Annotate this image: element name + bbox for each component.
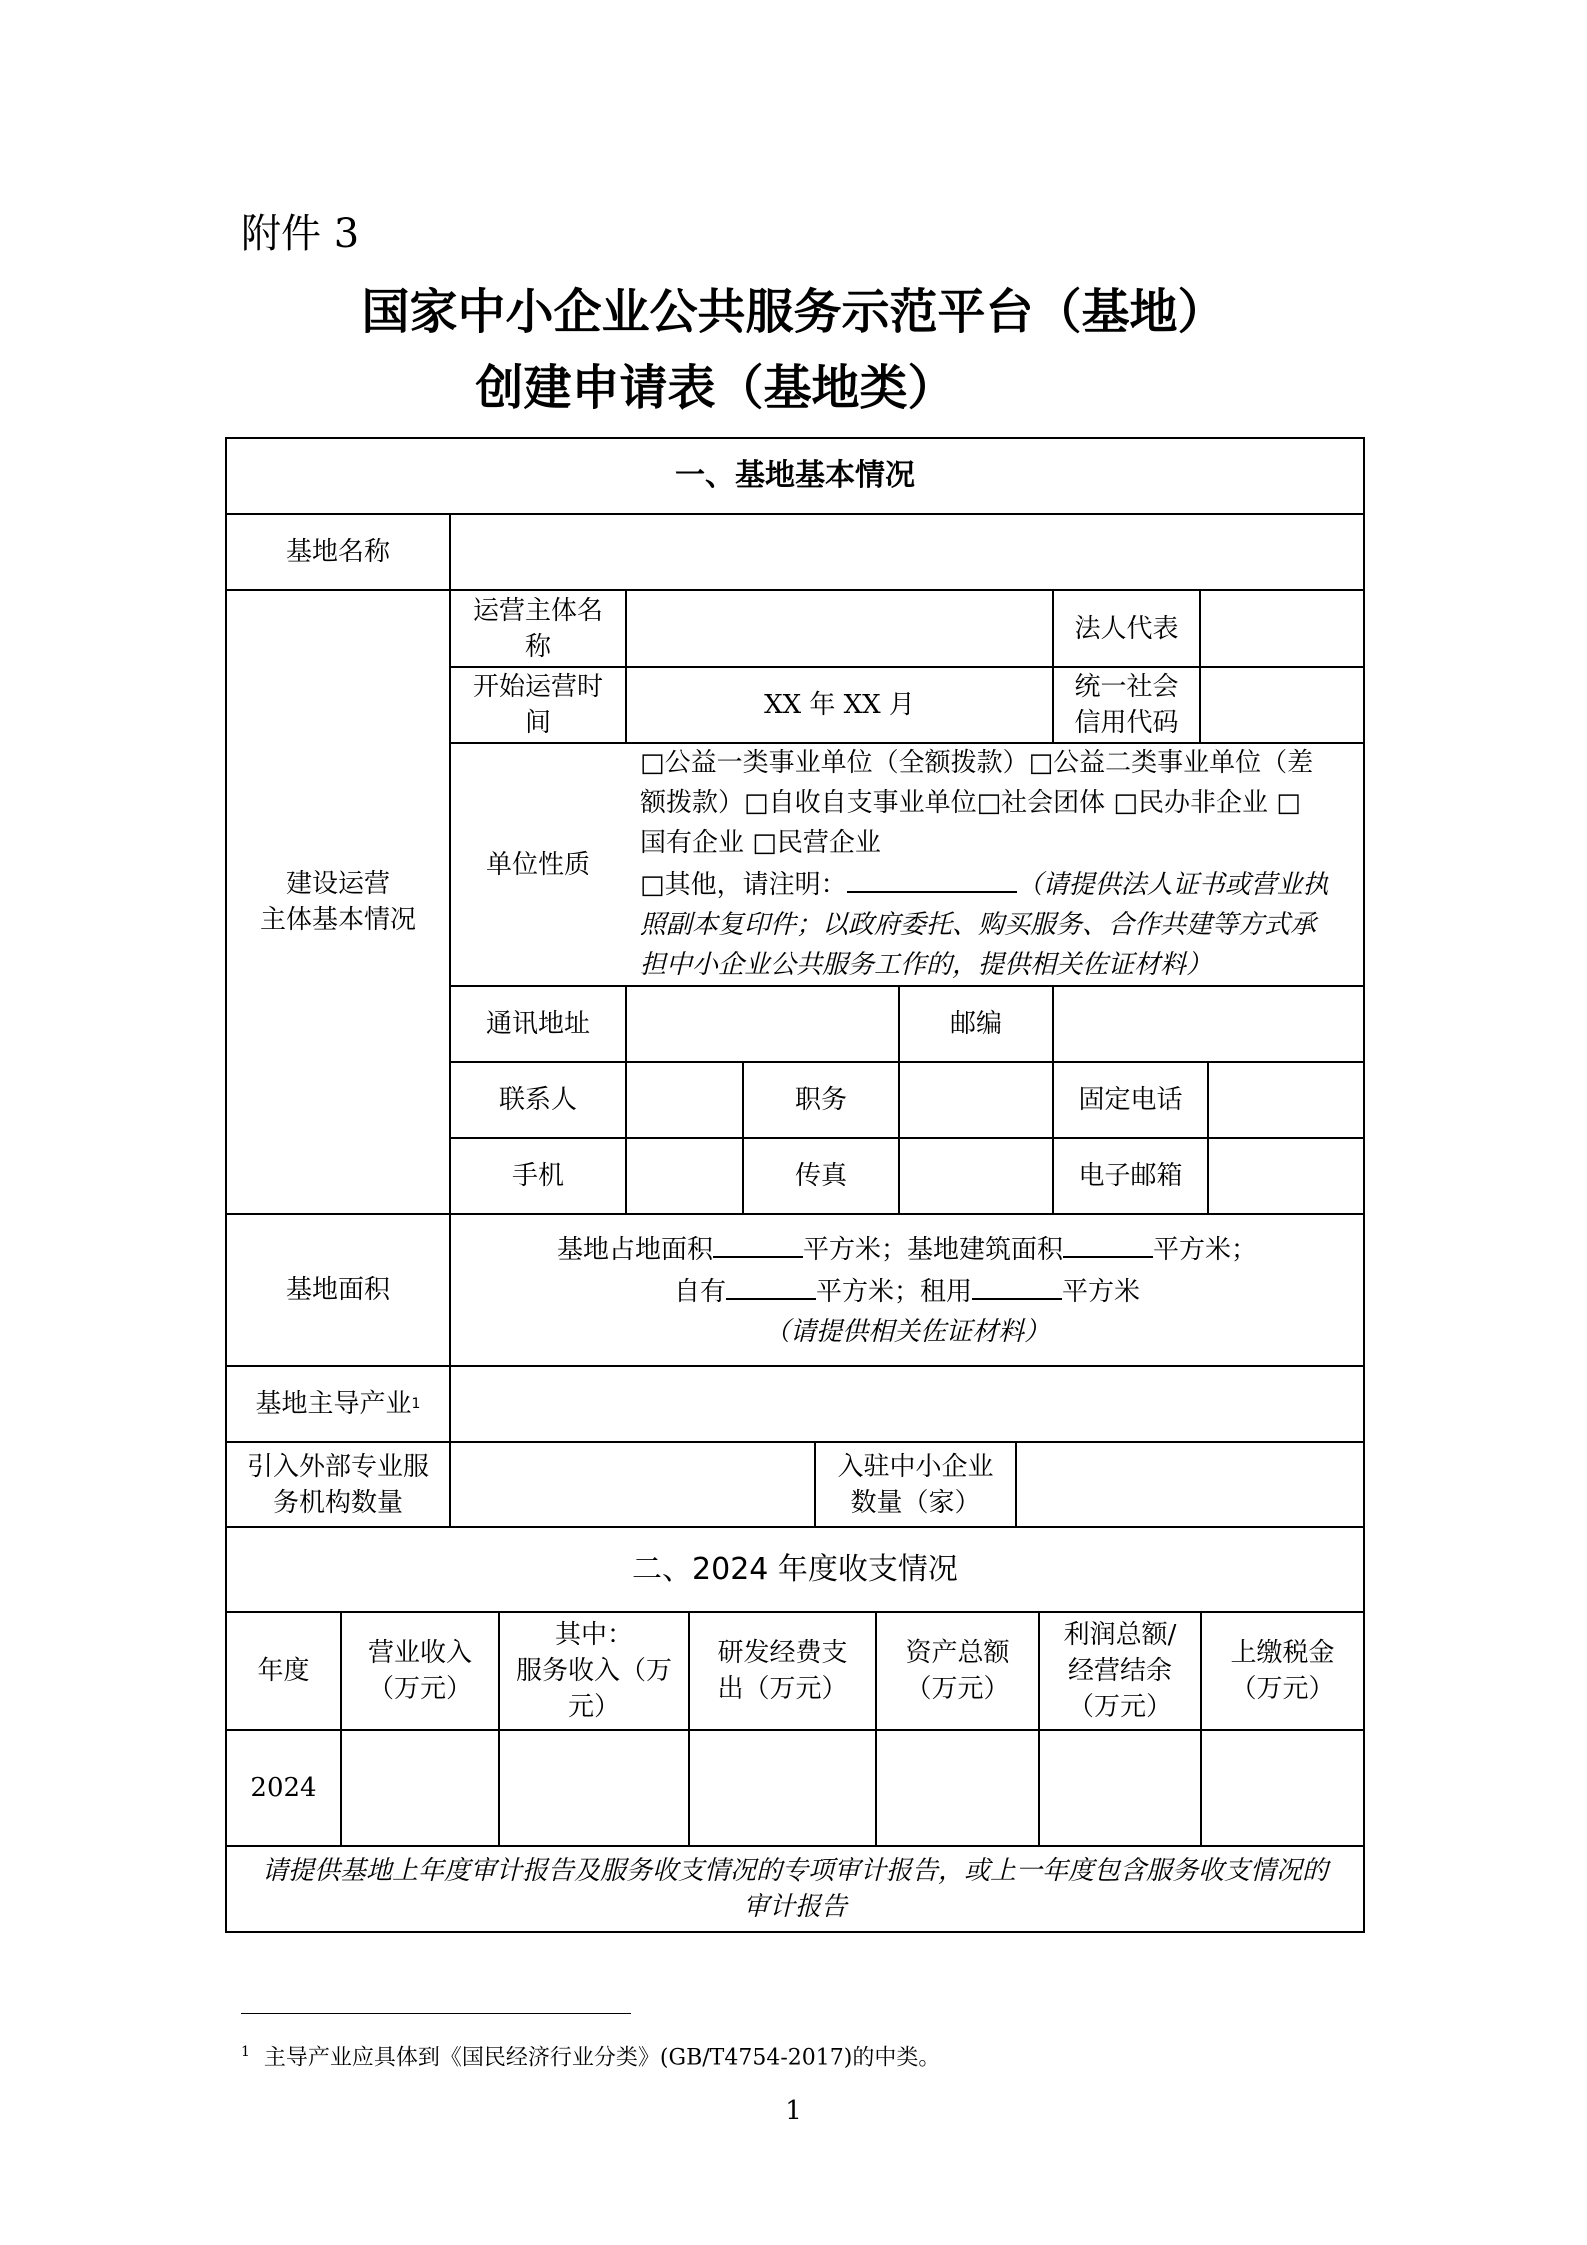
legal-rep-field[interactable] [1201, 591, 1363, 666]
col-header-line2: 服务收入（万 [515, 1656, 672, 1686]
mobile-label: 手机 [511, 1161, 564, 1191]
industry-label: 基地主导产业 [255, 1389, 412, 1419]
col-header-line1: 上缴税金 [1230, 1638, 1335, 1668]
address-label: 通讯地址 [485, 1009, 590, 1039]
col-header-line1: 其中： [554, 1620, 633, 1650]
area-rent-input[interactable] [972, 1270, 1062, 1300]
col-header-line2: 出（万元） [717, 1674, 848, 1704]
col-header-line2: 经营结余 [1067, 1656, 1172, 1686]
col-service-revenue-header [500, 1613, 688, 1729]
unit-nature-other-input[interactable] [847, 863, 1017, 893]
fax-field[interactable] [900, 1139, 1052, 1213]
position-field[interactable] [900, 1063, 1052, 1137]
credit-code-label-line2: 信用代码 [1074, 708, 1179, 738]
settled-sme-field[interactable] [1017, 1443, 1363, 1526]
year-value: 2024 [250, 1773, 317, 1803]
footnote-text: 主导产业应具体到《国民经济行业分类》(GB/T4754-2017)的中类。 [263, 2045, 941, 2071]
unit-nature-options [640, 743, 1365, 985]
settled-sme-label [816, 1443, 1015, 1526]
section2-note-line2: 审计报告 [742, 1892, 847, 1922]
col-header-line3: （万元） [1067, 1692, 1172, 1722]
operator-group-label-line1: 建设运营 [285, 869, 390, 899]
col-assets-header [877, 1613, 1038, 1729]
start-time-label [451, 668, 625, 742]
col-header-line1: 资产总额 [905, 1638, 1010, 1668]
page-number: 1 [785, 2096, 802, 2126]
start-time-label-line2: 间 [524, 708, 551, 738]
unit-nature-note-line1: （请提供法人证书或营业执 [1016, 870, 1329, 900]
area-build-unit: 平方米； [1153, 1235, 1258, 1265]
area-own-input[interactable] [726, 1270, 816, 1300]
section2-note [227, 1847, 1363, 1931]
area-rent-unit: 平方米 [1062, 1277, 1141, 1307]
section2-heading: 二、2024 年度收支情况 [632, 1551, 958, 1587]
postcode-label: 邮编 [949, 1009, 1002, 1039]
unit-nature-options-line1[interactable]: □公益一类事业单位（全额拨款）□公益二类事业单位（差 [640, 748, 1314, 778]
external-orgs-field[interactable] [451, 1443, 814, 1526]
operator-group-label-line2: 主体基本情况 [259, 905, 416, 935]
industry-label-cell [227, 1367, 449, 1441]
external-orgs-label-line2: 务机构数量 [272, 1487, 403, 1518]
profit-field[interactable] [1040, 1731, 1200, 1845]
col-header-line1: 研发经费支 [717, 1638, 848, 1668]
operator-group-label [227, 591, 449, 1213]
unit-nature-note-line3: 担中小企业公共服务工作的，提供相关佐证材料） [640, 950, 1213, 980]
col-tax-header [1202, 1613, 1363, 1729]
landline-label: 固定电话 [1078, 1085, 1183, 1115]
area-line2 [674, 1270, 1140, 1312]
position-label: 职务 [794, 1085, 847, 1115]
email-field[interactable] [1209, 1139, 1363, 1213]
section2-note-line1: 请提供基地上年度审计报告及服务收支情况的专项审计报告，或上一年度包含服务收支情况的 [261, 1856, 1328, 1886]
settled-sme-label-line2: 数量（家） [850, 1487, 981, 1518]
col-profit-header [1040, 1613, 1200, 1729]
area-label: 基地面积 [285, 1275, 390, 1305]
revenue-field[interactable] [342, 1731, 498, 1845]
unit-nature-options-line2[interactable]: 额拨款）□自收自支事业单位□社会团体 □民办非企业 □ [640, 788, 1301, 818]
col-header-line2: （万元） [367, 1674, 472, 1704]
col-header-line2: （万元） [905, 1674, 1010, 1704]
area-own-unit: 平方米；租用 [815, 1277, 972, 1307]
unit-nature-other-prefix[interactable]: □其他，请注明： [640, 870, 847, 900]
credit-code-label-line1: 统一社会 [1074, 672, 1179, 702]
section1-heading: 一、基地基本情况 [675, 458, 915, 493]
area-land-prefix: 基地占地面积 [556, 1235, 713, 1265]
col-rd-header [690, 1613, 875, 1729]
tax-field[interactable] [1202, 1731, 1363, 1845]
base-name-label: 基地名称 [285, 537, 390, 567]
base-name-field[interactable] [451, 515, 1363, 589]
col-revenue-header [342, 1613, 498, 1729]
col-year-header [227, 1613, 340, 1729]
unit-nature-other [640, 863, 1365, 905]
external-orgs-label [227, 1443, 449, 1526]
email-label: 电子邮箱 [1078, 1161, 1183, 1191]
area-build-input[interactable] [1063, 1228, 1153, 1258]
col-header-line3: 元） [567, 1692, 620, 1722]
area-content [451, 1215, 1363, 1365]
area-land-input[interactable] [713, 1228, 803, 1258]
col-header-line1: 年度 [257, 1656, 310, 1686]
legal-rep-label: 法人代表 [1074, 613, 1179, 644]
address-field[interactable] [627, 987, 898, 1061]
operator-name-label [451, 591, 625, 666]
service-revenue-field[interactable] [500, 1731, 688, 1845]
rd-field[interactable] [690, 1731, 875, 1845]
external-orgs-label-line1: 引入外部专业服 [246, 1451, 429, 1482]
contact-field[interactable] [627, 1063, 742, 1137]
credit-code-field[interactable] [1201, 668, 1363, 742]
landline-field[interactable] [1209, 1063, 1363, 1137]
col-header-line1: 营业收入 [367, 1638, 472, 1668]
operator-name-label-line2: 称 [524, 631, 551, 662]
fax-label: 传真 [794, 1161, 847, 1191]
mobile-field[interactable] [627, 1139, 742, 1213]
unit-nature-label: 单位性质 [485, 849, 590, 880]
credit-code-label [1054, 668, 1199, 742]
footnote-mark: 1 [241, 2044, 250, 2060]
unit-nature-note-line2: 照副本复印件；以政府委托、购买服务、合作共建等方式承 [640, 910, 1317, 940]
area-own-prefix: 自有 [673, 1277, 726, 1307]
industry-field[interactable] [451, 1367, 1363, 1441]
col-header-line2: （万元） [1230, 1674, 1335, 1704]
attachment-label: 附件 3 [241, 211, 360, 257]
contact-label: 联系人 [498, 1085, 577, 1115]
area-land-unit: 平方米；基地建筑面积 [802, 1235, 1063, 1265]
settled-sme-label-line1: 入驻中小企业 [837, 1451, 994, 1482]
footnote-divider [241, 2013, 631, 2014]
operator-name-field[interactable] [627, 591, 1052, 666]
area-line1 [557, 1228, 1257, 1270]
unit-nature-options-line3[interactable]: 国有企业 □民营企业 [640, 828, 881, 858]
start-time-field[interactable]: XX 年 XX 月 [764, 690, 915, 720]
col-header-line1: 利润总额/ [1063, 1620, 1177, 1650]
area-note: （请提供相关佐证材料） [763, 1317, 1050, 1347]
footnote [241, 2036, 940, 2074]
postcode-field[interactable] [1054, 987, 1363, 1061]
operator-name-label-line1: 运营主体名 [472, 595, 603, 626]
form-title-line2: 创建申请表（基地类） [475, 360, 956, 416]
assets-field[interactable] [877, 1731, 1038, 1845]
form-title-line1: 国家中小企业公共服务示范平台（基地） [361, 284, 1226, 340]
start-time-label-line1: 开始运营时 [472, 672, 603, 702]
industry-footnote-mark[interactable]: 1 [411, 1396, 421, 1412]
